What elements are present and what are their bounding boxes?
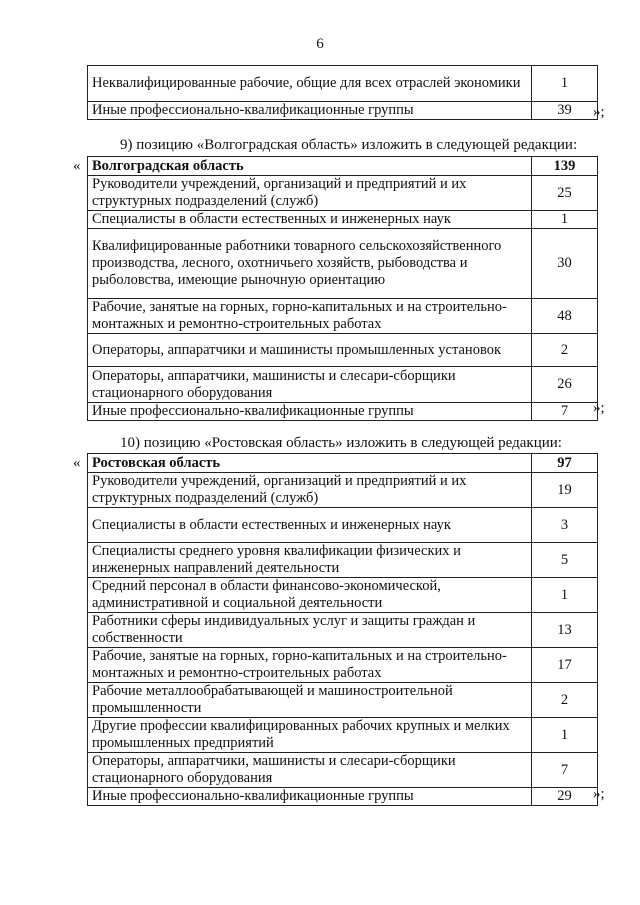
region-label: Ростовская область bbox=[88, 454, 532, 473]
row-label: Другие профессии квалифицированных рабочих крупных и мелких промышленных предприятий bbox=[88, 718, 532, 753]
row-value: 2 bbox=[532, 334, 598, 367]
table-row bbox=[88, 66, 598, 102]
row-label: Иные профессионально-квалификационные группы bbox=[88, 788, 532, 806]
page-number: 6 bbox=[316, 36, 324, 52]
row-label: Специалисты в области естественных и инженерных наук bbox=[88, 508, 532, 543]
row-value: 19 bbox=[532, 473, 598, 508]
row-label: Иные профессионально-квалификационные группы bbox=[88, 403, 532, 421]
table-row bbox=[88, 788, 598, 806]
row-label: Руководители учреждений, организаций и предприятий и их структурных подразделений (служб) bbox=[88, 473, 532, 508]
section-9-heading: 9) позицию «Волгоградская область» изложить в следующей редакции: bbox=[120, 137, 578, 153]
row-label: Рабочие, занятые на горных, горно-капитальных и на строительно-монтажных и ремонтно-строительных работах bbox=[88, 299, 532, 334]
row-label: Неквалифицированные рабочие, общие для всех отраслей экономики bbox=[88, 66, 532, 102]
table-row bbox=[88, 718, 598, 753]
region-label: Волгоградская область bbox=[88, 157, 532, 176]
table-row bbox=[88, 367, 598, 403]
row-value: 7 bbox=[532, 753, 598, 788]
row-value: 25 bbox=[532, 176, 598, 211]
closing-quote: »; bbox=[593, 400, 605, 416]
table-row bbox=[88, 403, 598, 421]
row-label: Операторы, аппаратчики, машинисты и слесари-сборщики стационарного оборудования bbox=[88, 367, 532, 403]
row-label: Специалисты в области естественных и инженерных наук bbox=[88, 211, 532, 229]
row-value: 17 bbox=[532, 648, 598, 683]
row-value: 5 bbox=[532, 543, 598, 578]
table-row bbox=[88, 508, 598, 543]
table-row bbox=[88, 613, 598, 648]
row-value: 1 bbox=[532, 66, 598, 102]
table-row bbox=[88, 543, 598, 578]
table-row bbox=[88, 473, 598, 508]
row-value: 48 bbox=[532, 299, 598, 334]
row-value: 3 bbox=[532, 508, 598, 543]
region-total: 139 bbox=[532, 157, 598, 176]
region-total: 97 bbox=[532, 454, 598, 473]
table-row bbox=[88, 648, 598, 683]
table-rostov bbox=[87, 453, 587, 806]
row-label: Рабочие металлообрабатывающей и машиностроительной промышленности bbox=[88, 683, 532, 718]
closing-quote: »; bbox=[593, 786, 605, 802]
table-row bbox=[88, 683, 598, 718]
row-value: 29 bbox=[532, 788, 598, 806]
row-value: 30 bbox=[532, 229, 598, 299]
section-10-heading: 10) позицию «Ростовская область» изложить в следующей редакции: bbox=[120, 435, 562, 451]
row-label: Иные профессионально-квалификационные группы bbox=[88, 102, 532, 120]
row-value: 26 bbox=[532, 367, 598, 403]
row-value: 1 bbox=[532, 578, 598, 613]
row-label: Средний персонал в области финансово-экономической, административной и социальной деятельности bbox=[88, 578, 532, 613]
table-row bbox=[88, 102, 598, 120]
row-label: Операторы, аппаратчики и машинисты промышленных установок bbox=[88, 334, 532, 367]
table-row bbox=[88, 578, 598, 613]
row-label: Рабочие, занятые на горных, горно-капитальных и на строительно-монтажных и ремонтно-строительных работах bbox=[88, 648, 532, 683]
region-row bbox=[88, 157, 598, 176]
row-label: Квалифицированные работники товарного сельскохозяйственного производства, лесного, охотничьего хозяйств, рыбоводства и рыболовства, имеющие рыночную ориентацию bbox=[88, 229, 532, 299]
table-volgograd bbox=[87, 156, 587, 421]
opening-quote: « bbox=[73, 455, 81, 471]
region-row bbox=[88, 454, 598, 473]
row-value: 1 bbox=[532, 211, 598, 229]
row-value: 13 bbox=[532, 613, 598, 648]
opening-quote: « bbox=[73, 158, 81, 174]
table-row bbox=[88, 334, 598, 367]
table-row bbox=[88, 229, 598, 299]
closing-quote: »; bbox=[593, 104, 605, 120]
row-label: Руководители учреждений, организаций и предприятий и их структурных подразделений (служб) bbox=[88, 176, 532, 211]
table-top bbox=[87, 65, 587, 120]
row-value: 2 bbox=[532, 683, 598, 718]
table-row bbox=[88, 211, 598, 229]
row-value: 39 bbox=[532, 102, 598, 120]
row-label: Операторы, аппаратчики, машинисты и слесари-сборщики стационарного оборудования bbox=[88, 753, 532, 788]
row-value: 7 bbox=[532, 403, 598, 421]
table-row bbox=[88, 753, 598, 788]
table-row bbox=[88, 299, 598, 334]
row-value: 1 bbox=[532, 718, 598, 753]
row-label: Специалисты среднего уровня квалификации физических и инженерных направлений деятельности bbox=[88, 543, 532, 578]
table-row bbox=[88, 176, 598, 211]
row-label: Работники сферы индивидуальных услуг и защиты граждан и собственности bbox=[88, 613, 532, 648]
